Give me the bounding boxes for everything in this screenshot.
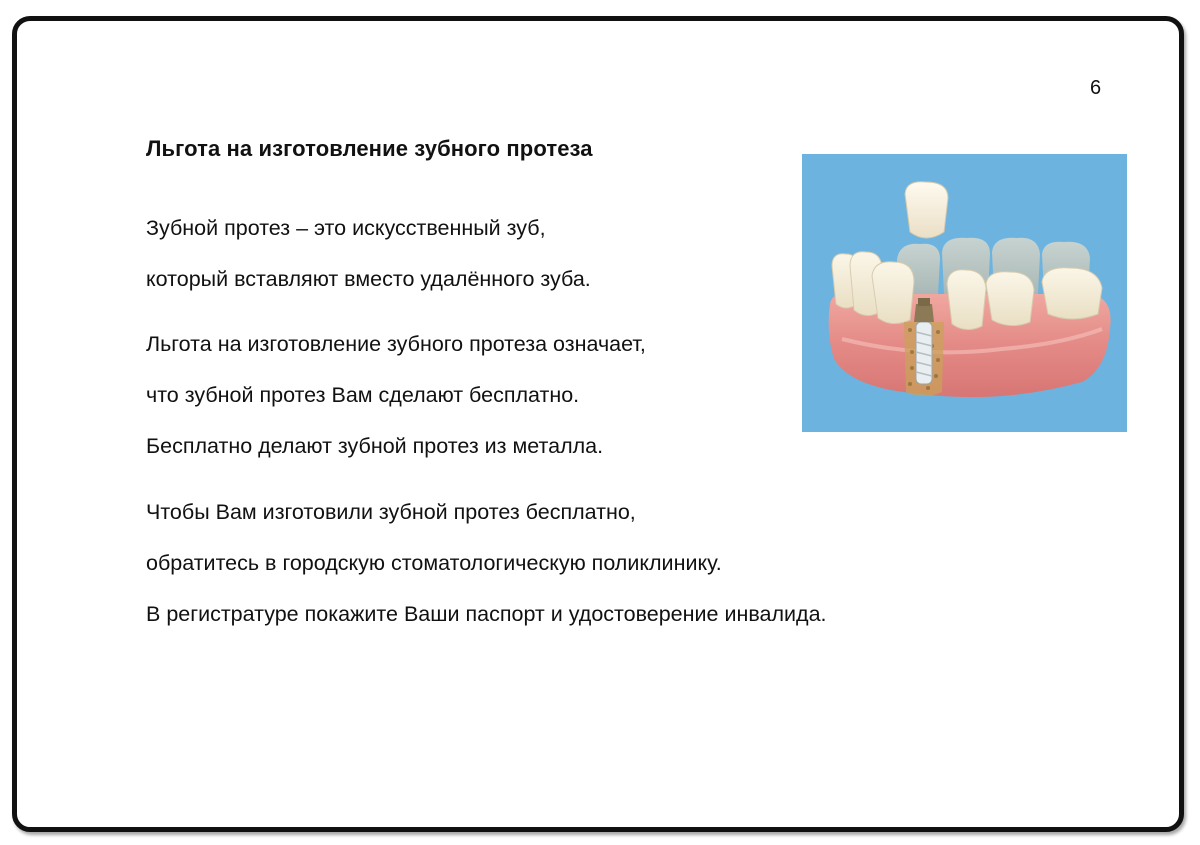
page-number: 6 — [1090, 77, 1102, 99]
text-line: который вставляют вместо удалённого зуба. — [146, 267, 591, 291]
paragraph-definition — [146, 203, 591, 305]
text-line: Зубной протез – это искусственный зуб, — [146, 216, 546, 240]
text-line: Бесплатно делают зубной протез из металла. — [146, 434, 604, 458]
text-line: В регистратуре покажите Ваши паспорт и удостоверение инвалида. — [146, 602, 827, 626]
slide-page — [12, 16, 1184, 832]
text-line: обратитесь в городскую стоматологическую поликлинику. — [146, 551, 722, 575]
paragraph-benefit — [146, 319, 646, 472]
text-line: Льгота на изготовление зубного протеза означает, — [146, 332, 646, 356]
text-line: что зубной протез Вам сделают бесплатно. — [146, 383, 580, 407]
paragraph-instructions — [146, 487, 827, 640]
dental-implant-illustration — [802, 154, 1127, 432]
dental-implant-icon — [802, 154, 1127, 432]
page-title: Льгота на изготовление зубного протеза — [146, 136, 593, 161]
text-line: Чтобы Вам изготовили зубной протез бесплатно, — [146, 500, 636, 524]
